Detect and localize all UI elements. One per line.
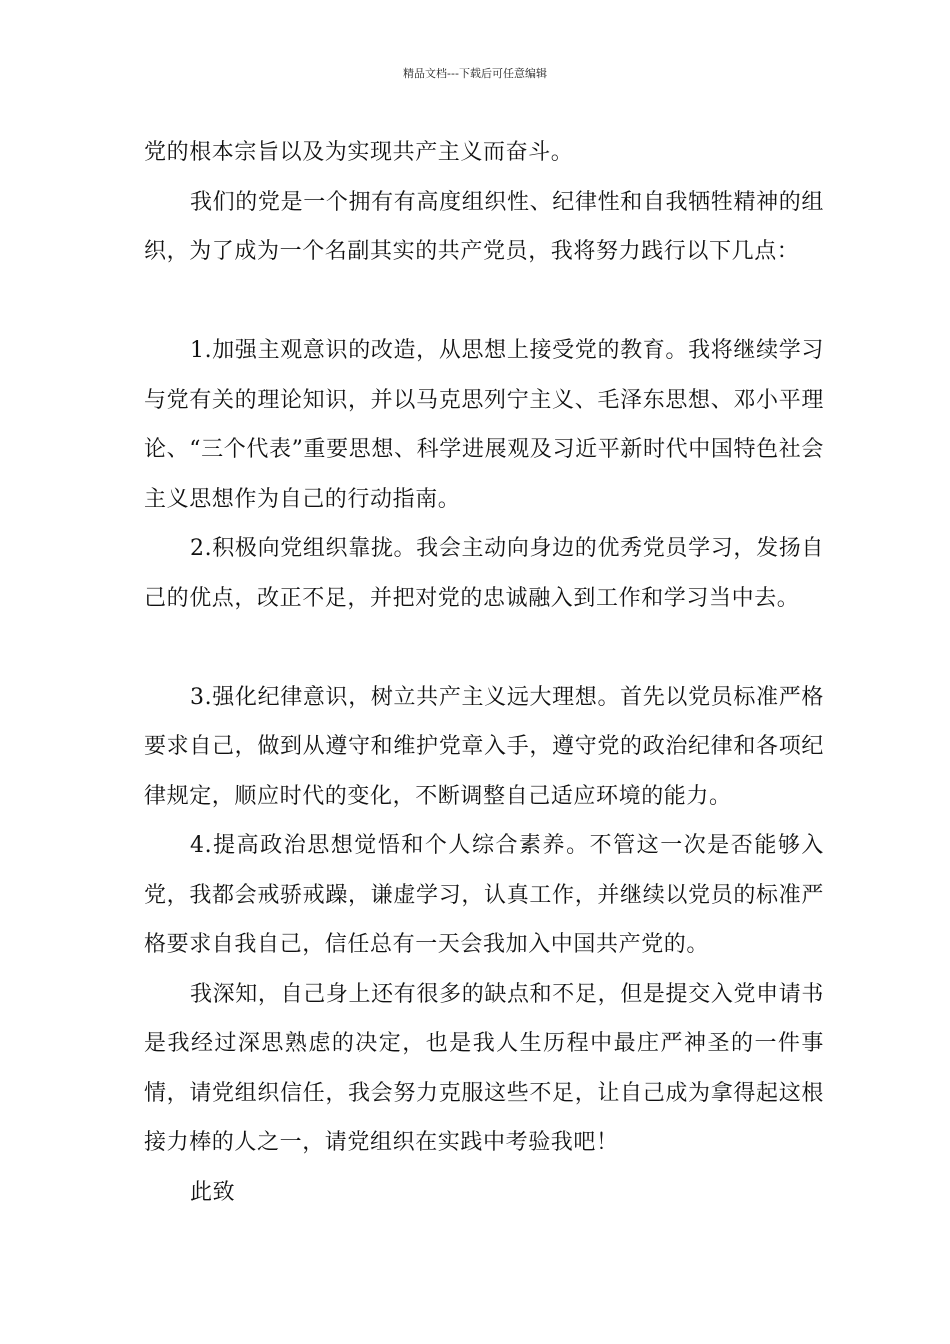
paragraph-point-3: 3.强化纪律意识，树立共产主义远大理想。首先以党员标准严格要求自己，做到从遵守和维护党章入手，遵守党的政治纪律和各项纪律规定，顺应时代的变化，不断调整自己适应环境的能力。 [144, 684, 824, 809]
paragraph-continuation: 党的根本宗旨以及为实现共产主义而奋斗。 [144, 140, 574, 165]
paragraph-intro: 我们的党是一个拥有有高度组织性、纪律性和自我牺牲精神的组织，为了成为一个名副其实的共产党员，我将努力践行以下几点： [144, 189, 824, 264]
paragraph-point-2: 2.积极向党组织靠拢。我会主动向身边的优秀党员学习，发扬自己的优点，改正不足，并把对党的忠诚融入到工作和学习当中去。 [144, 536, 824, 611]
page-header: 精品文档---下载后可任意编辑 [403, 67, 547, 80]
paragraph-salutation: 此致 [190, 1179, 236, 1205]
document-body [144, 128, 824, 1217]
paragraph-point-1: 1.加强主观意识的改造，从思想上接受党的教育。我将继续学习与党有关的理论知识，并以马克思列宁主义、毛泽东思想、邓小平理论、“三个代表”重要思想、科学进展观及习近平新时代中国特色社会主义思想作为自己的行动指南。 [144, 338, 824, 512]
paragraph-conclusion: 我深知，自己身上还有很多的缺点和不足，但是提交入党申请书是我经过深思熟虑的决定，也是我人生历程中最庄严神圣的一件事情，请党组织信任，我会努力克服这些不足，让自己成为拿得起这根接力棒的人之一，请党组织在实践中考验我吧！ [144, 981, 824, 1155]
paragraph-point-4: 4.提高政治思想觉悟和个人综合素养。不管这一次是否能够入党，我都会戒骄戒躁，谦虚学习，认真工作，并继续以党员的标准严格要求自我自己，信任总有一天会我加入中国共产党的。 [144, 833, 824, 957]
